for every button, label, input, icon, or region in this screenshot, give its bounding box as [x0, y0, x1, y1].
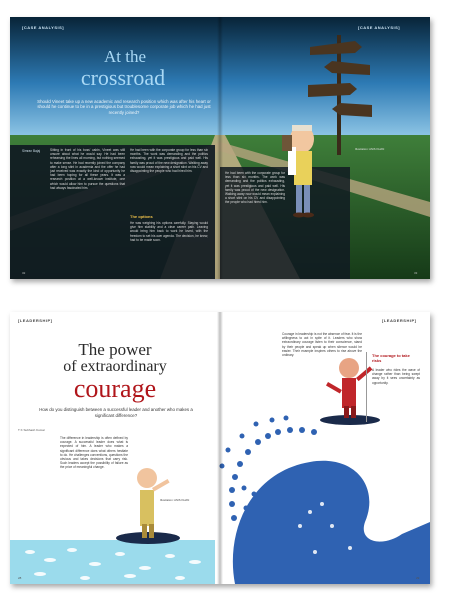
standfirst: How do you distinguish between a successful leader and another who makes a significant difference?: [39, 407, 193, 418]
folio-left: 32: [22, 271, 26, 275]
article-title-line1: At the: [103, 47, 147, 66]
article-title-line3: courage: [73, 374, 157, 403]
spread-gutter: [217, 312, 223, 584]
wave-shape: [233, 461, 430, 584]
crossroad-spread: [10, 17, 430, 279]
body-column-2: He had been with the corporate group for less than six months. The work was demanding and the politics exhausting, yet it was prestigious and paid well. His family was proud of the new designation. Walking away now would mean explaining a short stint on his CV and disappointing the people who had hired him.: [130, 148, 208, 174]
illustration-credit: Illustration: ANIS KHAN: [355, 147, 385, 151]
folio-right: 33: [414, 271, 418, 275]
body-column-2: Courage in leadership is not the absence of fear. It is the willingness to act in spite of it. Leaders who show extraordinary courage listen to their conscience, stand by their people and speak up when silence would be easier. Their example inspires others to rise above the ordinary.: [282, 332, 362, 358]
sidebar-text: A leader who rides the wave of change rather than being swept away by it sees uncertainty as opportunity.: [372, 368, 420, 385]
section-tag-right: [CASE ANALYSIS]: [358, 25, 401, 30]
spread-gutter: [217, 17, 223, 279]
article-title-line2: crossroad: [80, 65, 166, 90]
section-tag-left: [LEADERSHIP]: [18, 318, 53, 323]
signpost-arrow: [308, 83, 357, 97]
illustration-credit: Illustration: ANIS KHAN: [160, 498, 190, 502]
article-title-line1: The power: [78, 340, 152, 359]
subhead-options: The options: [130, 214, 153, 219]
body-column-1: Sitting in front of his boss' cabin, Vineet was still unsure about what he would say. He had been rehearsing the lines all morning, but nothing seemed to make sense. He had recently joined the company after a long stint in academia and the offer he had just received was exactly the kind of opportunity he had been hoping for all these years. It was a research position at a well-known institute, one which would allow him to pursue the questions that had always fascinated him.: [50, 148, 125, 190]
byline: T K Subhash Kumar: [18, 428, 45, 432]
byline: Simran Bajaj: [22, 149, 41, 153]
sidebar-heading: The courage to take risks: [372, 353, 410, 363]
section-tag-right: [LEADERSHIP]: [382, 318, 417, 323]
body-column-4: He had been with the corporate group for less than six months. The work was demanding and the politics exhausting, yet it was prestigious and paid well. His family was proud of the new designation. Walking away now would mean explaining a short stint on his CV and disappointing the people who had hired him.: [225, 171, 285, 205]
folio-right: 29: [416, 576, 420, 580]
article-title-line2: of extraordinary: [63, 358, 167, 375]
body-column-3: He was weighing his options carefully. Staying would give him stability and a clear career path. Leaving would bring him back to work he loved, with the freedom to set his own agenda. The decision, he knew, had to be made soon.: [130, 221, 208, 242]
standfirst: Should Vineet take up a new academic and research position which was after his heart or should he continue to be in a prestigious but troublesome corporate job which he had just recently joined?: [37, 99, 211, 115]
courage-spread: [10, 312, 430, 584]
body-column-1: The difference in leadership is often defined by courage. A successful leader does what is expected of him. A leader who makes a significant difference does what others hesitate to do. He challenges conventions, questions the obvious and takes decisions that carry risk. Such leaders accept the possibility of failure as the price of meaningful change.: [60, 436, 128, 470]
folio-left: 28: [18, 576, 22, 580]
section-tag-left: [CASE ANALYSIS]: [22, 25, 65, 30]
